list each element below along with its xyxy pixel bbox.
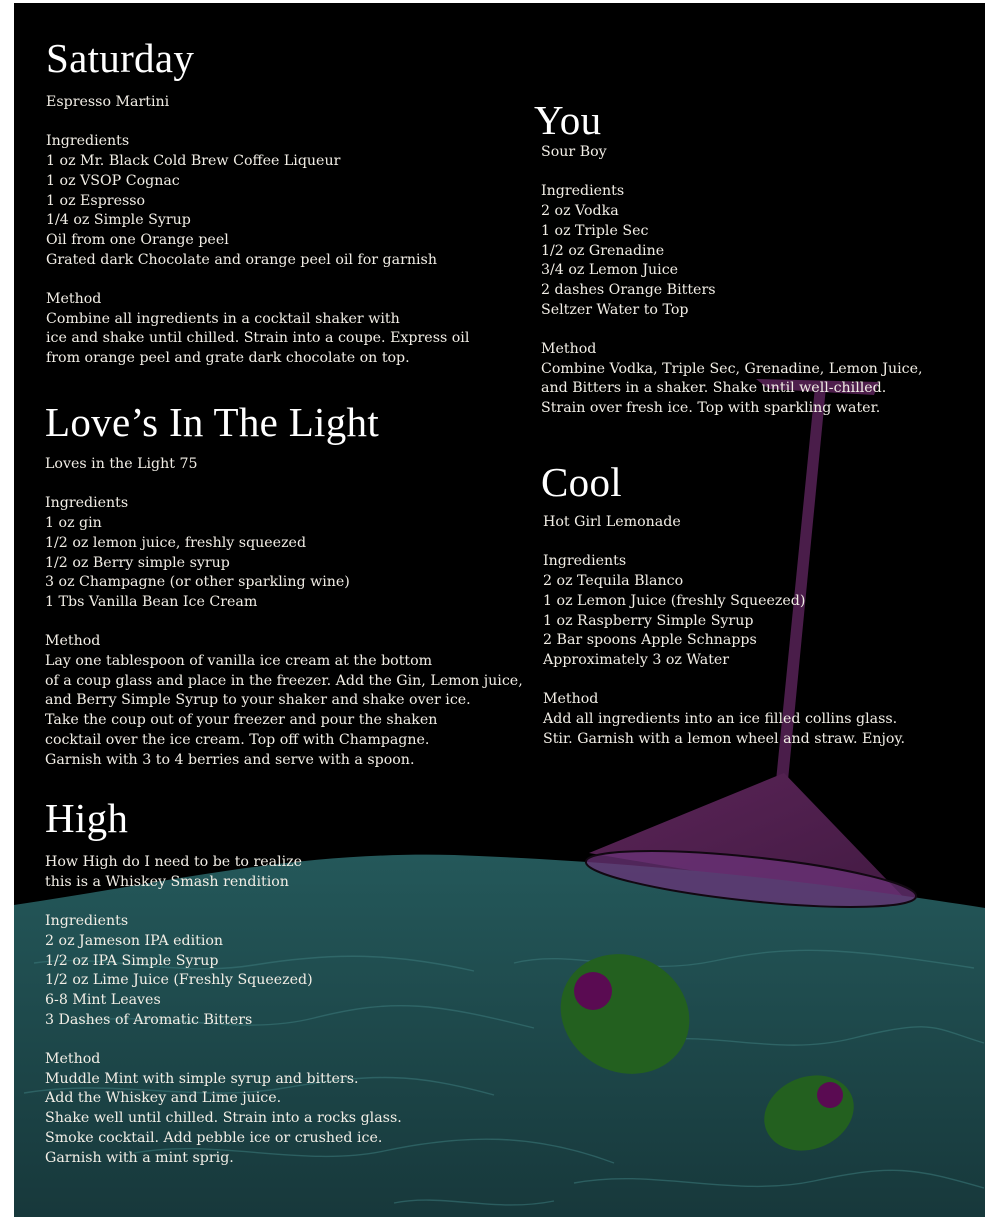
recipe-cool [541,459,905,749]
ingredient-line: 2 oz Vodka [541,203,619,220]
drink-name: Sour Boy [541,144,607,160]
ingredient-line: 1/2 oz Lime Juice (Freshly Squeezed) [45,972,313,989]
ingredient-line: 3/4 oz Lemon Juice [541,262,679,279]
method-line: Strain over fresh ice. Top with sparkling water. [541,400,881,417]
ingredient-line: 1/2 oz Grenadine [541,242,665,259]
ingredients-label: Ingredients [46,133,130,150]
method-line: ice and shake until chilled. Strain into a coupe. Express oil [46,330,470,347]
recipe-loves-in-the-light [45,399,523,770]
ingredient-line: Oil from one Orange peel [46,231,229,248]
ingredient-line: 2 oz Jameson IPA edition [45,932,224,949]
ingredient-line: 3 oz Champagne (or other sparkling wine) [45,574,350,591]
ingredient-line: 3 Dashes of Aromatic Bitters [45,1011,253,1028]
drink-name-line: How High do I need to be to realize [45,854,303,870]
ingredients-label: Ingredients [541,183,625,200]
method-line: Smoke cocktail. Add pebble ice or crushed ice. [45,1129,383,1146]
drink-name-line: this is a Whiskey Smash rendition [45,873,289,890]
recipe-heading: High [45,795,129,841]
ingredients-label: Ingredients [543,553,627,570]
method-label: Method [543,691,599,708]
method-label: Method [46,291,102,307]
method-line: and Berry Simple Syrup to your shaker and shake over ice. [45,692,471,709]
method-line: cocktail over the ice cream. Top off with Champagne. [45,731,430,748]
ingredient-line: 2 oz Tequila Blanco [543,573,684,590]
ingredient-line: 1/4 oz Simple Syrup [46,212,191,229]
recipe-high [45,795,402,1168]
ingredient-line: 2 Bar spoons Apple Schnapps [543,632,757,649]
method-line: from orange peel and grate dark chocolate on top. [46,350,410,367]
ingredient-line: Grated dark Chocolate and orange peel oil for garnish [46,251,437,268]
method-line: Take the coup out of your freezer and pour the shaken [45,712,438,729]
recipe-heading: Saturday [46,35,195,81]
ingredients-label: Ingredients [45,913,129,930]
ingredients-label: Ingredients [45,495,129,512]
method-line: Lay one tablespoon of vanilla ice cream at the bottom [45,653,433,669]
method-label: Method [45,633,101,650]
ingredient-line: 1 Tbs Vanilla Bean Ice Cream [45,593,258,610]
pimento-small [817,1082,843,1108]
method-line: Garnish with 3 to 4 berries and serve with a spoon. [45,751,415,768]
method-line: Stir. Garnish with a lemon wheel and straw. Enjoy. [543,730,906,747]
ingredient-line: 1 oz gin [45,515,102,532]
method-line: Combine all ingredients in a cocktail shaker with [46,310,400,327]
ingredient-line: 1/2 oz lemon juice, freshly squeezed [45,534,307,551]
ingredient-line: 2 dashes Orange Bitters [541,281,716,298]
ingredient-line: 1 oz Lemon Juice (freshly Squeezed) [543,592,806,609]
method-line: Shake well until chilled. Strain into a rocks glass. [45,1110,402,1127]
ingredient-line: 1/2 oz Berry simple syrup [45,554,230,571]
method-line: Muddle Mint with simple syrup and bitters. [45,1070,359,1087]
poster-panel [14,3,985,1217]
ingredient-line: 1 oz Triple Sec [541,222,649,239]
ingredient-line: 1 oz VSOP Cognac [46,172,180,189]
method-line: Add all ingredients into an ice filled collins glass. [543,711,898,727]
ingredient-line: Seltzer Water to Top [541,301,689,318]
recipe-heading: You [534,97,602,143]
recipe-saturday [46,35,469,369]
ingredient-line: 1 oz Raspberry Simple Syrup [543,612,754,629]
method-line: and Bitters in a shaker. Shake until well-chilled. [541,380,887,397]
ingredient-line: Approximately 3 oz Water [543,651,730,668]
drink-name: Hot Girl Lemonade [543,514,681,530]
ingredient-line: 6-8 Mint Leaves [45,991,161,1008]
method-line: Garnish with a mint sprig. [45,1149,234,1166]
method-line: of a coup glass and place in the freezer. Add the Gin, Lemon juice, [45,672,523,689]
ingredient-line: 1 oz Espresso [46,192,146,209]
recipe-heading: Cool [541,459,622,505]
ingredient-line: 1 oz Mr. Black Cold Brew Coffee Liqueur [46,153,341,170]
method-label: Method [541,341,597,357]
drink-name: Loves in the Light 75 [45,456,198,472]
drink-name: Espresso Martini [46,94,170,110]
recipe-heading: Love’s In The Light [45,399,380,445]
method-line: Combine Vodka, Triple Sec, Grenadine, Lemon Juice, [541,360,923,377]
recipe-you [534,97,923,419]
ingredient-line: 1/2 oz IPA Simple Syrup [45,952,219,969]
pimento-large [574,972,612,1010]
method-line: Add the Whiskey and Lime juice. [45,1090,282,1107]
method-label: Method [45,1051,101,1067]
